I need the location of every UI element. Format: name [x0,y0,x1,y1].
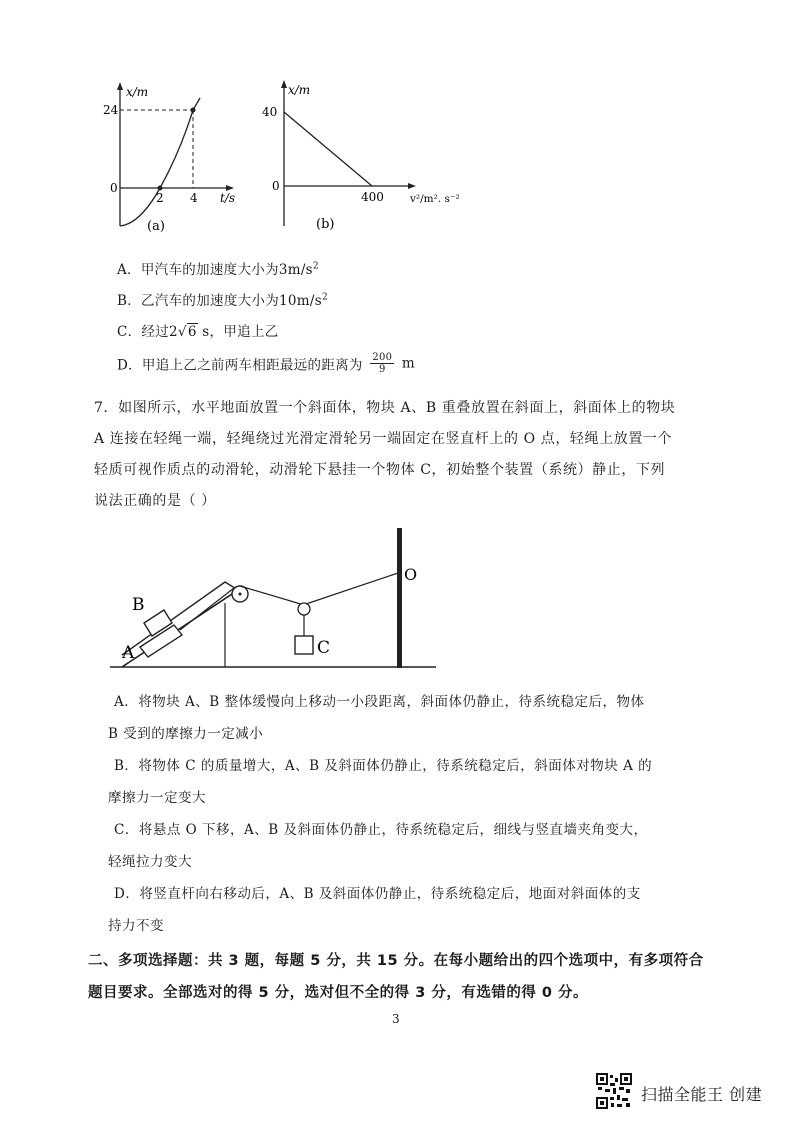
q6-option-b [117,289,328,309]
movable-pulley [298,603,310,615]
graph-a-x-label: t/s [220,191,236,205]
label-b: B [132,595,145,615]
q7-line-3: 轻质可视作质点的动滑轮，动滑轮下悬挂一个物体 C，初始整个装置（系统）静止，下列 [94,462,666,478]
q7-line-2: A 连接在轻绳一端，轻绳绕过光滑定滑轮另一端固定在竖直杆上的 O 点，轻绳上放置一个 [94,431,673,447]
section-2-line-2: 题目要求。全部选对的得 5 分，选对但不全的得 3 分，有选错的得 0 分。 [88,985,589,1001]
graph-a-y-label: x/m [126,85,149,99]
graph-a-y-arrow [117,82,123,90]
q6-option-c-post: s，甲追上乙 [197,324,279,340]
q6-option-d-numerator: 200 [372,352,393,363]
q6-option-a-sup: 2 [312,261,319,272]
graph-a [100,78,250,238]
graph-a-point-4 [191,108,196,113]
incline-figure [100,520,450,675]
fixed-pulley-axle [239,593,242,596]
q6-option-a [117,258,319,278]
graph-a-tick-2: 2 [156,191,164,205]
point-o [397,571,401,575]
q7-option-b-line-1: B．将物体 C 的质量增大，A、B 及斜面体仍静止，待系统稳定后，斜面体对物块 A 的 [114,758,653,774]
graph-b-tag: (b) [316,217,335,232]
graph-a-tick-0: 0 [110,181,118,195]
graph-b-tick-40: 40 [262,105,278,119]
q6-option-d-unit: m [401,355,416,372]
graph-a-curve [120,98,200,226]
scanner-watermark-text: 扫描全能王 创建 [641,1085,763,1104]
vertical-pole [397,528,402,668]
graph-b-line [284,112,372,186]
q6-option-c-radicand: 6 [187,324,197,340]
section-2-line-1: 二、多项选择题：共 3 题，每题 5 分，共 15 分。在每小题给出的四个选项中，有多项符合 [88,953,704,969]
block-c [295,636,313,654]
graph-b [264,78,464,238]
q7-option-a-line-2: B 受到的摩擦力一定减小 [108,726,264,742]
graph-a-tag: (a) [147,219,165,234]
graph-b-tick-0: 0 [272,179,280,193]
graph-a-tick-4: 4 [190,191,198,205]
qr-code-icon [596,1073,632,1109]
q7-option-b-line-2: 摩擦力一定变大 [108,790,206,806]
q6-option-c-pre: C．经过2 [117,324,178,340]
rope-right [306,573,398,604]
q7-line-1: 7．如图所示，水平地面放置一个斜面体，物块 A、B 重叠放置在斜面上，斜面体上的物块 [94,400,676,416]
q7-option-c-line-2: 轻绳拉力变大 [108,854,192,870]
label-a: A [122,643,135,663]
label-c: C [317,638,331,658]
q6-option-a-text: A．甲汽车的加速度大小为3m/s [117,262,313,278]
q6-option-b-sup: 2 [321,292,329,303]
q7-option-a-line-1: A．将物块 A、B 整体缓慢向上移动一小段距离，斜面体仍静止，待系统稳定后，物体 [114,694,645,710]
rope-left [240,586,304,605]
q7-line-4: 说法正确的是（ ） [94,493,216,509]
graph-b-y-label: x/m [288,83,311,97]
q6-option-b-text: B．乙汽车的加速度大小为10m/s [117,293,322,309]
graph-b-y-arrow [281,80,287,88]
graph-b-x-arrow [408,183,416,189]
q6-option-d [117,352,415,375]
q7-option-c-line-1: C．将悬点 O 下移，A、B 及斜面体仍静止，待系统稳定后，细线与竖直墙夹角变大， [114,822,648,838]
q7-option-d-line-1: D．将竖直杆向右移动后，A、B 及斜面体仍静止，待系统稳定后，地面对斜面体的支 [114,886,641,902]
graph-b-x-label: v²/m². s⁻² [410,193,460,205]
label-o: O [404,565,418,584]
graph-a-point-2 [158,186,163,191]
q6-option-d-fraction [370,352,394,375]
page-number: 3 [392,1012,400,1026]
graph-b-tick-400: 400 [361,190,384,204]
q7-option-d-line-2: 持力不变 [108,918,164,934]
q6-option-d-text: D．甲追上乙之前两车相距最远的距离为 [117,357,363,374]
q6-option-d-denominator: 9 [378,364,386,375]
q6-option-c: C．经过2√6 s，甲追上乙 [117,324,279,340]
graph-a-tick-24: 24 [103,103,119,117]
